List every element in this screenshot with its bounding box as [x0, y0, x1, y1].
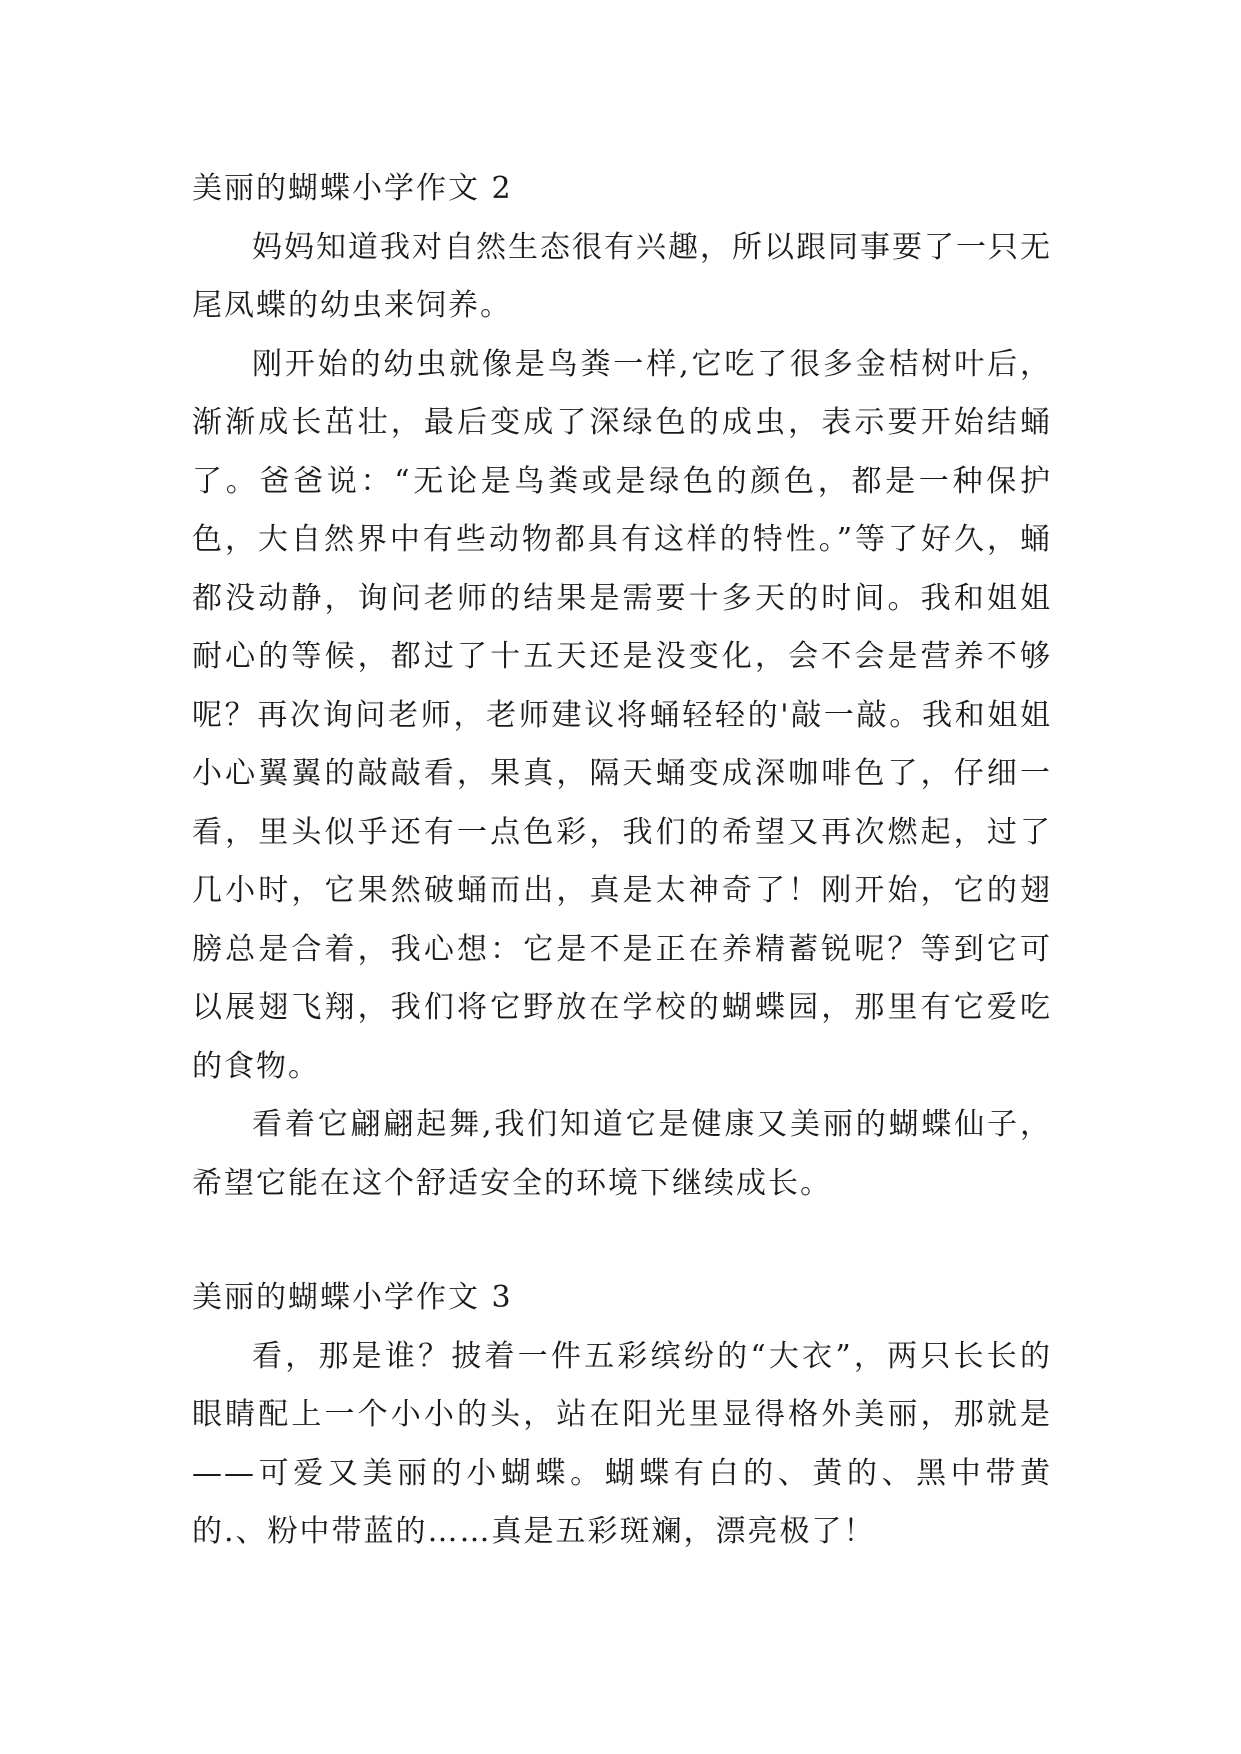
essay-title: 美丽的蝴蝶小学作文 2: [192, 171, 513, 206]
essay-paragraph: 妈妈知道我对自然生态很有兴趣，所以跟同事要了一只无尾凤蝶的幼虫来饲养。: [192, 229, 1052, 323]
document-content: [192, 160, 1052, 1562]
essay-paragraph: 刚开始的幼虫就像是鸟粪一样,它吃了很多金桔树叶后，渐渐成长茁壮，最后变成了深绿色的成虫，表示要开始结蛹了。爸爸说：“无论是鸟粪或是绿色的颜色，都是一种保护色，大自然界中有些动物都具有这样的特性。”等了好久，蛹都没动静，询问老师的结果是需要十多天的时间。我和姐姐耐心的等候，都过了十五天还是没变化，会不会是营养不够呢？再次询问老师，老师建议将蛹轻轻的'敲一敲。我和姐姐小心翼翼的敲敲看，果真，隔天蛹变成深咖啡色了，仔细一看，里头似乎还有一点色彩，我们的希望又再次燃起，过了几小时，它果然破蛹而出，真是太神奇了！刚开始，它的翅膀总是合着，我心想：它是不是正在养精蓄锐呢？等到它可以展翅飞翔，我们将它野放在学校的蝴蝶园，那里有它爱吃的食物。: [192, 346, 1052, 1084]
essay-section-2: [192, 160, 1052, 1213]
essay-title: 美丽的蝴蝶小学作文 3: [192, 1280, 513, 1315]
essay-paragraph: 看着它翩翩起舞,我们知道它是健康又美丽的蝴蝶仙子，希望它能在这个舒适安全的环境下继续成长。: [192, 1107, 1052, 1201]
essay-paragraph: 看，那是谁？披着一件五彩缤纷的“大衣”，两只长长的眼睛配上一个小小的头，站在阳光里显得格外美丽，那就是——可爱又美丽的小蝴蝶。蝴蝶有白的、黄的、黑中带黄的.、粉中带蓝的……真是五彩斑斓，漂亮极了！: [192, 1338, 1052, 1549]
essay-section-3: [192, 1269, 1052, 1562]
